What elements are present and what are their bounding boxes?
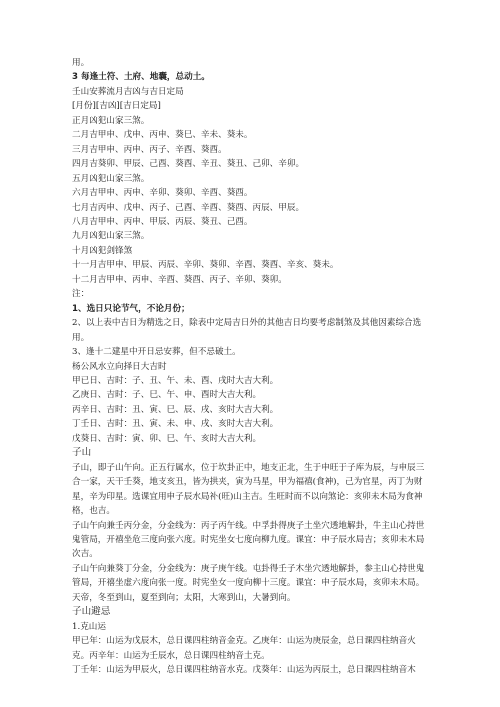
- hour-row: 戊葵日、吉时：寅、卯、巳、午、亥时大吉大利。: [72, 433, 262, 444]
- note-item: 2、以上表中吉日为精选之日，除表中定局吉日外的其他吉日均要考虑制煞及其他因素综合选用。: [72, 318, 422, 343]
- month-row: 十二月吉甲申、丙申、辛酉、葵酉、丙子、辛卯、葵卯。: [72, 274, 287, 285]
- hour-row: 甲已日、吉时：子、丑、午、未、酉、戌时大吉大利。: [72, 375, 279, 386]
- month-row: 七月吉丙申、戊申、丙子、己酉、辛酉、葵酉、丙辰、甲辰。: [72, 202, 305, 213]
- month-row: 四月吉葵卯、甲辰、己酉、葵酉、辛丑、葵丑、己卯、辛卯。: [72, 159, 305, 170]
- month-row: 九月凶犯山家三煞。: [72, 231, 150, 242]
- paragraph: 天帝，冬至到山，夏至到向；太阳，大寒到山，大暑到向。: [72, 592, 296, 603]
- text-line: 用。: [72, 58, 90, 68]
- paragraph: 甲已年：山运为戊辰木，总日课四柱纳音金克。乙庚年：山运为庚辰金，总日课四柱纳音火克。丙辛年：山运为壬辰水，总日课四柱纳音土克。: [72, 636, 416, 661]
- text-line-bold: 3 每逢土符、土府、地囊，总动土。: [72, 72, 210, 83]
- table-header: [月份][吉凶][吉日定局]: [72, 101, 161, 112]
- month-row: 五月凶犯山家三煞。: [72, 173, 150, 184]
- notes-heading: 注：: [72, 289, 90, 300]
- note-item: 1、选日只论节气，不论月份；: [72, 303, 190, 314]
- hour-row: 丁壬日、吉时：丑、寅、未、申、戌、亥时大吉大利。: [72, 419, 279, 430]
- month-row: 正月凶犯山家三煞。: [72, 115, 150, 126]
- hour-row: 丙辛日、吉时：丑、寅、巳、辰、戌、亥时大吉大利。: [72, 404, 279, 415]
- month-row: 三月吉甲申、丙申、丙子、辛酉、葵酉。: [72, 144, 227, 155]
- paragraph: 子山午向兼壬丙分金，分金线为：丙子丙午线。中孚卦得庚子土坐穴透地解卦，牛主山心持世鬼管局，开禧坐危三度向张六度。时宪坐女七度向柳九度。课宜：申子辰水局吉；亥卯未木局次吉。: [72, 520, 425, 560]
- month-row: 二月吉甲申、戊申、丙申、葵巳、辛未、葵未。: [72, 130, 253, 141]
- month-row: 六月吉甲申、丙申、辛卯、葵卯、辛酉、葵酉。: [72, 188, 253, 199]
- subheading: 1.克山运: [72, 621, 106, 632]
- paragraph: 子山午向兼葵丁分金，分金线为：庚子庚午线。屯卦得壬子木坐穴透地解卦，参主山心持世鬼管局，开禧坐虚六度向张一度。时宪坐女一度向柳十三度。课宜：申子辰水局，亥卯未木局。: [72, 563, 425, 589]
- note-item: 3、逢十二建星中开日忌安葬，但不忌破土。: [72, 347, 241, 358]
- hour-row: 乙庚日、吉时：子、巳、午、申、酉时大吉大利。: [72, 390, 262, 401]
- section-heading: 子山避忌: [72, 606, 111, 618]
- month-row: 八月吉甲申、丙申、甲辰、丙辰、葵丑、己酉。: [72, 216, 253, 227]
- paragraph: 丁壬年：山运为甲辰火，总日课四柱纳音水克。戊葵年：山运为丙辰土，总日课四柱纳音木: [72, 665, 416, 676]
- month-row: 十月凶犯剑锋煞: [72, 245, 133, 256]
- paragraph: 子山，即子山午向。正五行属水，位于坎卦正中，地支正北，生于申旺于子库为辰，与申辰三合一家，天干壬葵，地支亥丑，皆为拱夹，寅为马星，甲为福禧(食神)，己为官星，丙丁为财星，辛为印星。选课宜用申子辰水局补(旺)山主吉。生旺时而不以向煞论：亥卯未木局为食神格，也吉。: [72, 462, 425, 517]
- section-title: 杨公风水立向择日大吉时: [72, 361, 167, 372]
- section-heading: 子山: [72, 447, 92, 459]
- month-row: 十一月吉甲申、甲辰、丙辰、辛卯、葵卯、辛酉、葵酉、辛亥、葵未。: [72, 260, 339, 271]
- section-title: 壬山安葬流月吉凶与吉日定局: [72, 86, 184, 97]
- document-page: [72, 56, 432, 677]
